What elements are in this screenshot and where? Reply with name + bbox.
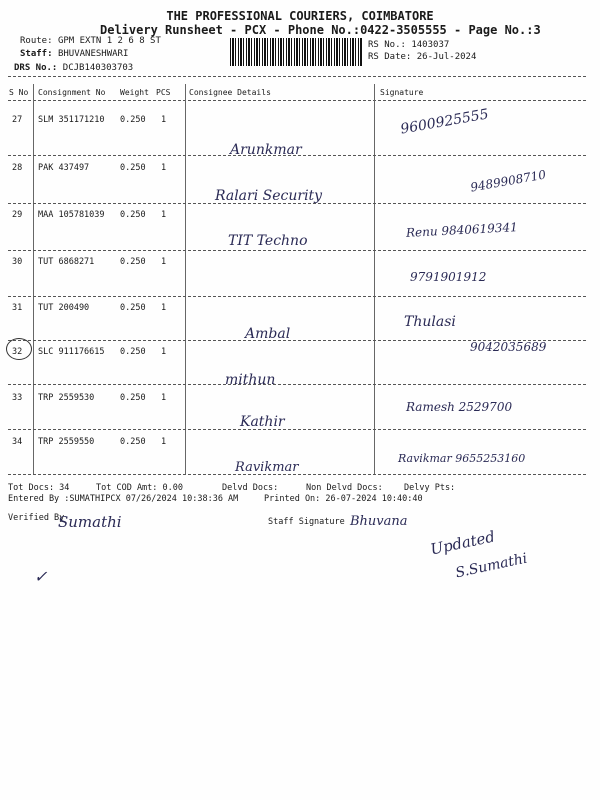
row-sno: 34 [12, 437, 23, 447]
col-consignment: Consignment No [38, 88, 106, 97]
row-weight: 0.250 [120, 303, 146, 313]
drs-label: DRS No.: [14, 63, 58, 73]
row-divider [8, 474, 586, 475]
company-name: THE PROFESSIONAL COURIERS, COIMBATORE [166, 9, 434, 23]
staff-line [20, 49, 128, 59]
staff-value: BHUVANESHWARI [57, 49, 129, 59]
col-sno: S No [9, 88, 29, 97]
consignee-handwriting: mithun [225, 372, 276, 388]
row-weight: 0.250 [120, 163, 146, 173]
row-pcs: 1 [161, 303, 167, 313]
row-pcs: 1 [161, 393, 167, 403]
consignee-handwriting: TIT Techno [228, 233, 308, 249]
row-sno: 33 [12, 393, 23, 403]
row-weight: 0.250 [120, 393, 146, 403]
row-consignment: TUT 6868271 [38, 257, 95, 267]
consignee-handwriting: Kathir [240, 414, 285, 430]
table-row [0, 203, 600, 249]
printed-on: Printed On: 26-07-2024 10:40:40 [264, 494, 423, 504]
table-row [0, 156, 600, 202]
row-sno: 31 [12, 303, 23, 313]
signature-handwriting: 9791901912 [410, 270, 487, 284]
verified-signature: Sumathi [58, 513, 122, 531]
col-weight: Weight [120, 88, 149, 97]
row-weight: 0.250 [120, 257, 146, 267]
row-pcs: 1 [161, 347, 167, 357]
row-sno: 27 [12, 115, 23, 125]
route-label: Route: [20, 36, 53, 46]
staff-label: Staff: [20, 49, 53, 59]
delvy-pts: Delvy Pts: [404, 483, 456, 493]
divider [8, 100, 586, 101]
row-sno: 28 [12, 163, 23, 173]
drs-line [14, 63, 133, 73]
drs-value: DCJB140303703 [62, 63, 134, 73]
handwritten-note: Updated [428, 527, 497, 559]
runsheet-title: Delivery Runsheet - PCX - Phone No.:0422-3505555 - Page No.:3 [100, 23, 541, 37]
entered-by: Entered By :SUMATHIPCX 07/26/2024 10:38:36 AM [8, 494, 239, 504]
row-consignment: SLM 351171210 [38, 115, 105, 125]
rs-date: RS Date: 26-Jul-2024 [368, 52, 477, 62]
signature-handwriting: 9600925555 [399, 106, 490, 138]
row-consignment: PAK 437497 [38, 163, 90, 173]
non-delvd-docs: Non Delvd Docs: [306, 483, 383, 493]
table-row [0, 296, 600, 342]
signature-handwriting: 9042035689 [470, 340, 547, 354]
row-pcs: 1 [161, 257, 167, 267]
row-pcs: 1 [161, 437, 167, 447]
col-signature: Signature [380, 88, 424, 97]
row-pcs: 1 [161, 210, 167, 220]
row-sno: 29 [12, 210, 23, 220]
row-consignment: TRP 2559530 [38, 393, 95, 403]
staff-signature: Bhuvana [350, 514, 408, 529]
tot-cod-amt: Tot COD Amt: 0.00 [96, 483, 183, 493]
row-consignment: TRP 2559550 [38, 437, 95, 447]
table-row [0, 106, 600, 158]
signature-handwriting: 9489908710 [469, 167, 547, 195]
row-consignment: MAA 105781039 [38, 210, 105, 220]
route-value: GPM EXTN 1 2 6 8 ST [57, 36, 161, 46]
handwritten-note-signature: S.Sumathi [454, 550, 529, 582]
row-weight: 0.250 [120, 347, 146, 357]
consignee-handwriting: Arunkmar [230, 142, 302, 158]
consignee-handwriting: Ravikmar [235, 460, 299, 475]
row-weight: 0.250 [120, 115, 146, 125]
table-row [0, 386, 600, 432]
table-row [0, 250, 600, 296]
row-sno: 30 [12, 257, 23, 267]
signature-handwriting: Thulasi [404, 314, 456, 330]
verified-by-label: Verified By [8, 513, 65, 523]
row-consignment: TUT 200490 [38, 303, 90, 313]
rs-number: RS No.: 1403037 [368, 40, 450, 50]
col-consignee: Consignee Details [189, 88, 271, 97]
row-weight: 0.250 [120, 437, 146, 447]
table-row [0, 340, 600, 386]
consignee-handwriting: Ambal [245, 326, 291, 342]
barcode [230, 38, 363, 66]
row-pcs: 1 [161, 115, 167, 125]
row-pcs: 1 [161, 163, 167, 173]
tot-docs: Tot Docs: 34 [8, 483, 70, 493]
row-sno: 32 [12, 347, 23, 357]
consignee-handwriting: Ralari Security [215, 188, 323, 204]
row-weight: 0.250 [120, 210, 146, 220]
signature-handwriting: Ramesh 2529700 [406, 400, 513, 414]
signature-handwriting: Ravikmar 9655253160 [398, 452, 526, 465]
row-divider [8, 384, 586, 385]
col-pcs: PCS [156, 88, 171, 97]
route-line [20, 36, 161, 46]
divider [8, 76, 586, 77]
delvd-docs: Delvd Docs: [222, 483, 279, 493]
table-row [0, 430, 600, 476]
tick-icon: ✓ [34, 567, 48, 586]
row-consignment: SLC 911176615 [38, 347, 105, 357]
staff-signature-label: Staff Signature [268, 517, 345, 527]
signature-handwriting: Renu 9840619341 [405, 220, 519, 240]
